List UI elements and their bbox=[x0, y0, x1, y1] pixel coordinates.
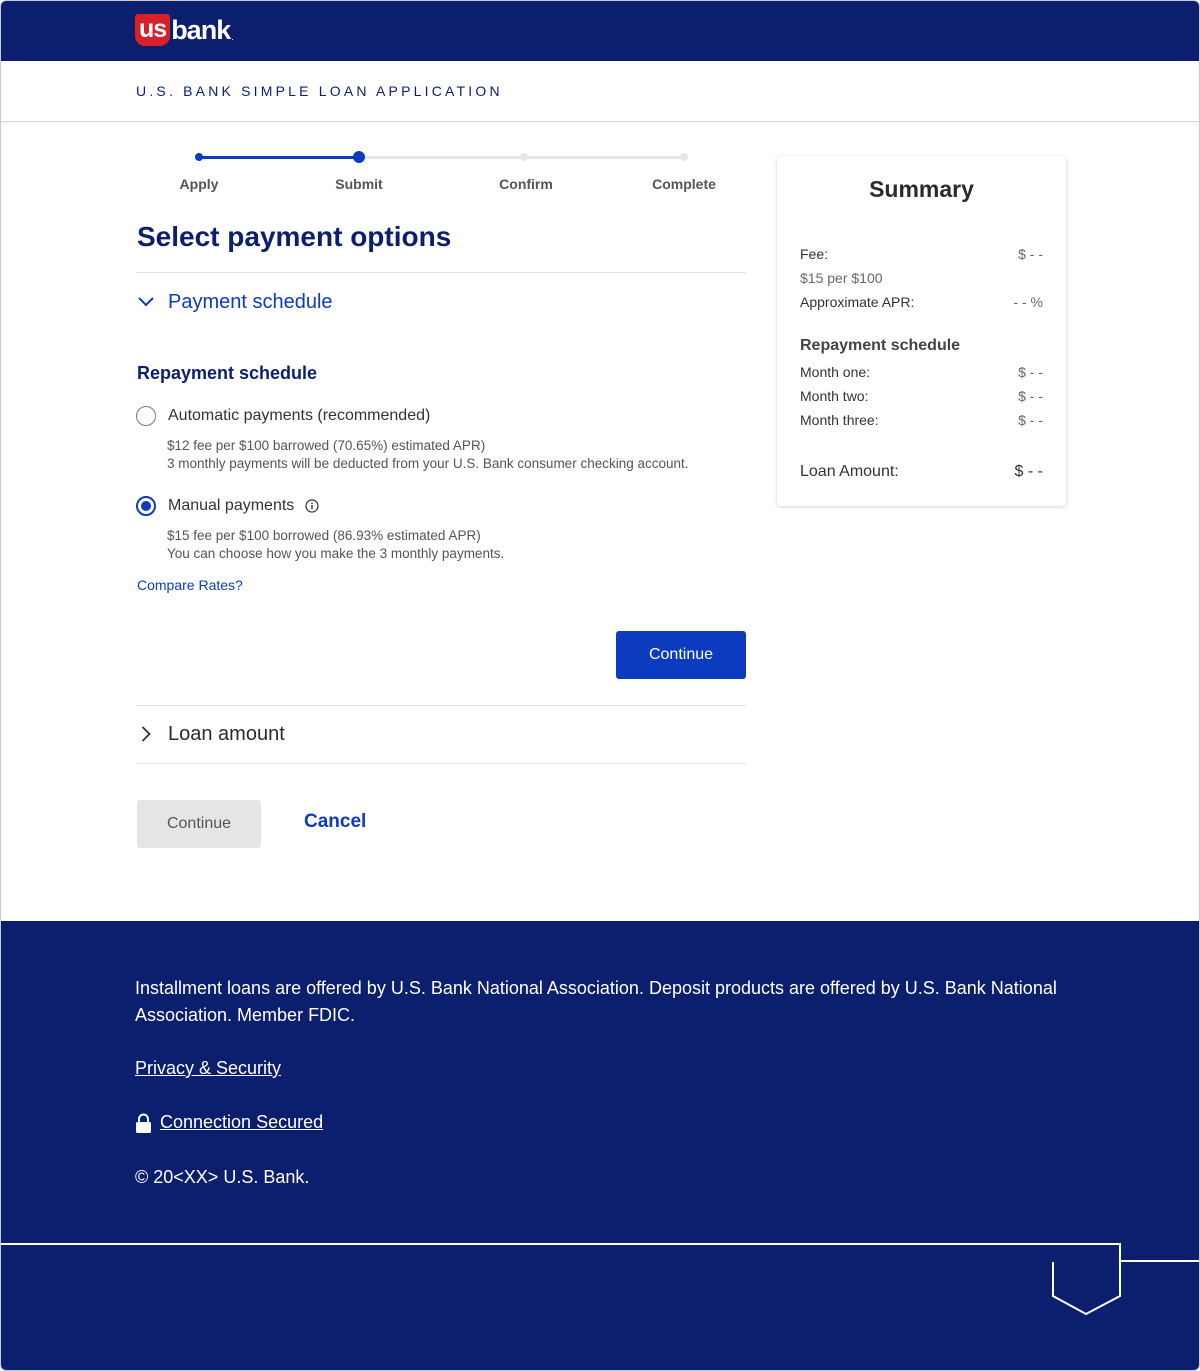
divider bbox=[136, 705, 746, 706]
divider bbox=[136, 763, 746, 764]
step-label-confirm: Confirm bbox=[499, 176, 553, 192]
summary-month-value: $ - - bbox=[1018, 412, 1043, 428]
footer bbox=[1, 921, 1199, 1371]
step-dot-submit bbox=[353, 151, 365, 163]
automatic-payments-fee-text: $12 fee per $100 barrowed (70.65%) estimated APR) bbox=[167, 438, 486, 453]
page-title: Select payment options bbox=[137, 221, 452, 252]
divider bbox=[136, 272, 746, 273]
top-navigation-bar bbox=[1, 1, 1199, 61]
logo-registered-mark: . bbox=[231, 32, 234, 42]
chevron-right-icon bbox=[136, 724, 156, 744]
summary-title: Summary bbox=[869, 176, 974, 202]
step-label-complete: Complete bbox=[652, 176, 716, 192]
continue-button[interactable]: Continue bbox=[616, 631, 746, 679]
continue-button-disabled[interactable]: Continue bbox=[137, 800, 261, 848]
payment-schedule-label: Payment schedule bbox=[168, 290, 333, 313]
summary-repayment-heading: Repayment schedule bbox=[800, 337, 961, 354]
summary-month-label: Month three: bbox=[800, 412, 879, 428]
usbank-logo[interactable] bbox=[135, 13, 234, 47]
summary-fee-note: $15 per $100 bbox=[800, 270, 883, 286]
summary-apr-value: - - % bbox=[1013, 294, 1043, 310]
summary-month-label: Month two: bbox=[800, 388, 869, 404]
manual-payments-fee-text: $15 fee per $100 borrowed (86.93% estimated APR) bbox=[167, 528, 481, 543]
summary-loan-amount-value: $ - - bbox=[1014, 463, 1043, 480]
logo-bank-wordmark: bank bbox=[171, 15, 231, 45]
compare-rates-link[interactable]: Compare Rates? bbox=[137, 577, 243, 593]
progress-stepper bbox=[136, 147, 746, 197]
step-dot-complete bbox=[680, 153, 688, 161]
payment-schedule-accordion-toggle[interactable] bbox=[136, 282, 746, 322]
summary-apr-row bbox=[800, 294, 1043, 310]
manual-payments-description bbox=[167, 527, 504, 563]
summary-month-value: $ - - bbox=[1018, 364, 1043, 380]
automatic-payments-detail-text: 3 monthly payments will be deducted from your U.S. Bank consumer checking account. bbox=[167, 456, 689, 471]
manual-payments-detail-text: You can choose how you make the 3 monthly payments. bbox=[167, 546, 505, 561]
info-icon[interactable] bbox=[304, 498, 320, 514]
automatic-payments-radio[interactable] bbox=[136, 406, 156, 426]
automatic-payments-label: Automatic payments (recommended) bbox=[168, 407, 431, 424]
summary-month-row bbox=[800, 364, 1043, 380]
summary-month-value: $ - - bbox=[1018, 388, 1043, 404]
summary-loan-amount-label: Loan Amount: bbox=[800, 463, 899, 480]
summary-apr-label: Approximate APR: bbox=[800, 294, 915, 310]
footer-decorative-line bbox=[1, 1243, 1121, 1245]
privacy-security-link[interactable]: Privacy & Security bbox=[135, 1058, 282, 1078]
manual-payments-label: Manual payments bbox=[168, 497, 295, 514]
repayment-schedule-heading: Repayment schedule bbox=[137, 363, 318, 383]
stepper-track-complete bbox=[199, 156, 359, 159]
footer-disclaimer: Installment loans are offered by U.S. Bank National Association. Deposit products are offered by U.S. Bank National Association. Member FDIC. bbox=[135, 978, 1057, 1025]
manual-payments-radio[interactable] bbox=[136, 496, 156, 516]
summary-month-row bbox=[800, 388, 1043, 404]
copyright-text: © 20<XX> U.S. Bank. bbox=[135, 1167, 310, 1187]
cancel-button[interactable]: Cancel bbox=[304, 811, 367, 832]
logo-us-mark: us bbox=[135, 14, 170, 46]
step-label-submit: Submit bbox=[335, 176, 383, 192]
shield-outline-icon bbox=[1050, 1260, 1124, 1318]
application-title: U.S. BANK SIMPLE LOAN APPLICATION bbox=[136, 83, 503, 99]
step-dot-apply bbox=[195, 153, 203, 161]
step-dot-confirm bbox=[520, 153, 528, 161]
step-label-apply: Apply bbox=[179, 176, 219, 192]
application-header bbox=[1, 61, 1199, 122]
manual-payments-option[interactable] bbox=[136, 496, 320, 516]
loan-amount-label: Loan amount bbox=[168, 722, 285, 745]
connection-secured-link[interactable]: Connection Secured bbox=[160, 1112, 324, 1132]
summary-card bbox=[777, 156, 1066, 506]
summary-fee-value: $ - - bbox=[1018, 246, 1043, 262]
automatic-payments-description bbox=[167, 437, 689, 473]
automatic-payments-option[interactable] bbox=[136, 406, 430, 426]
chevron-down-icon bbox=[136, 292, 156, 312]
summary-loan-amount-row bbox=[800, 463, 1043, 481]
footer-decorative-line bbox=[1119, 1260, 1200, 1262]
summary-month-label: Month one: bbox=[800, 364, 871, 380]
summary-fee-row bbox=[800, 246, 1043, 262]
summary-fee-label: Fee: bbox=[800, 246, 829, 262]
summary-month-row bbox=[800, 412, 1043, 428]
lock-icon bbox=[135, 1113, 152, 1134]
loan-amount-accordion-toggle[interactable] bbox=[136, 714, 746, 754]
